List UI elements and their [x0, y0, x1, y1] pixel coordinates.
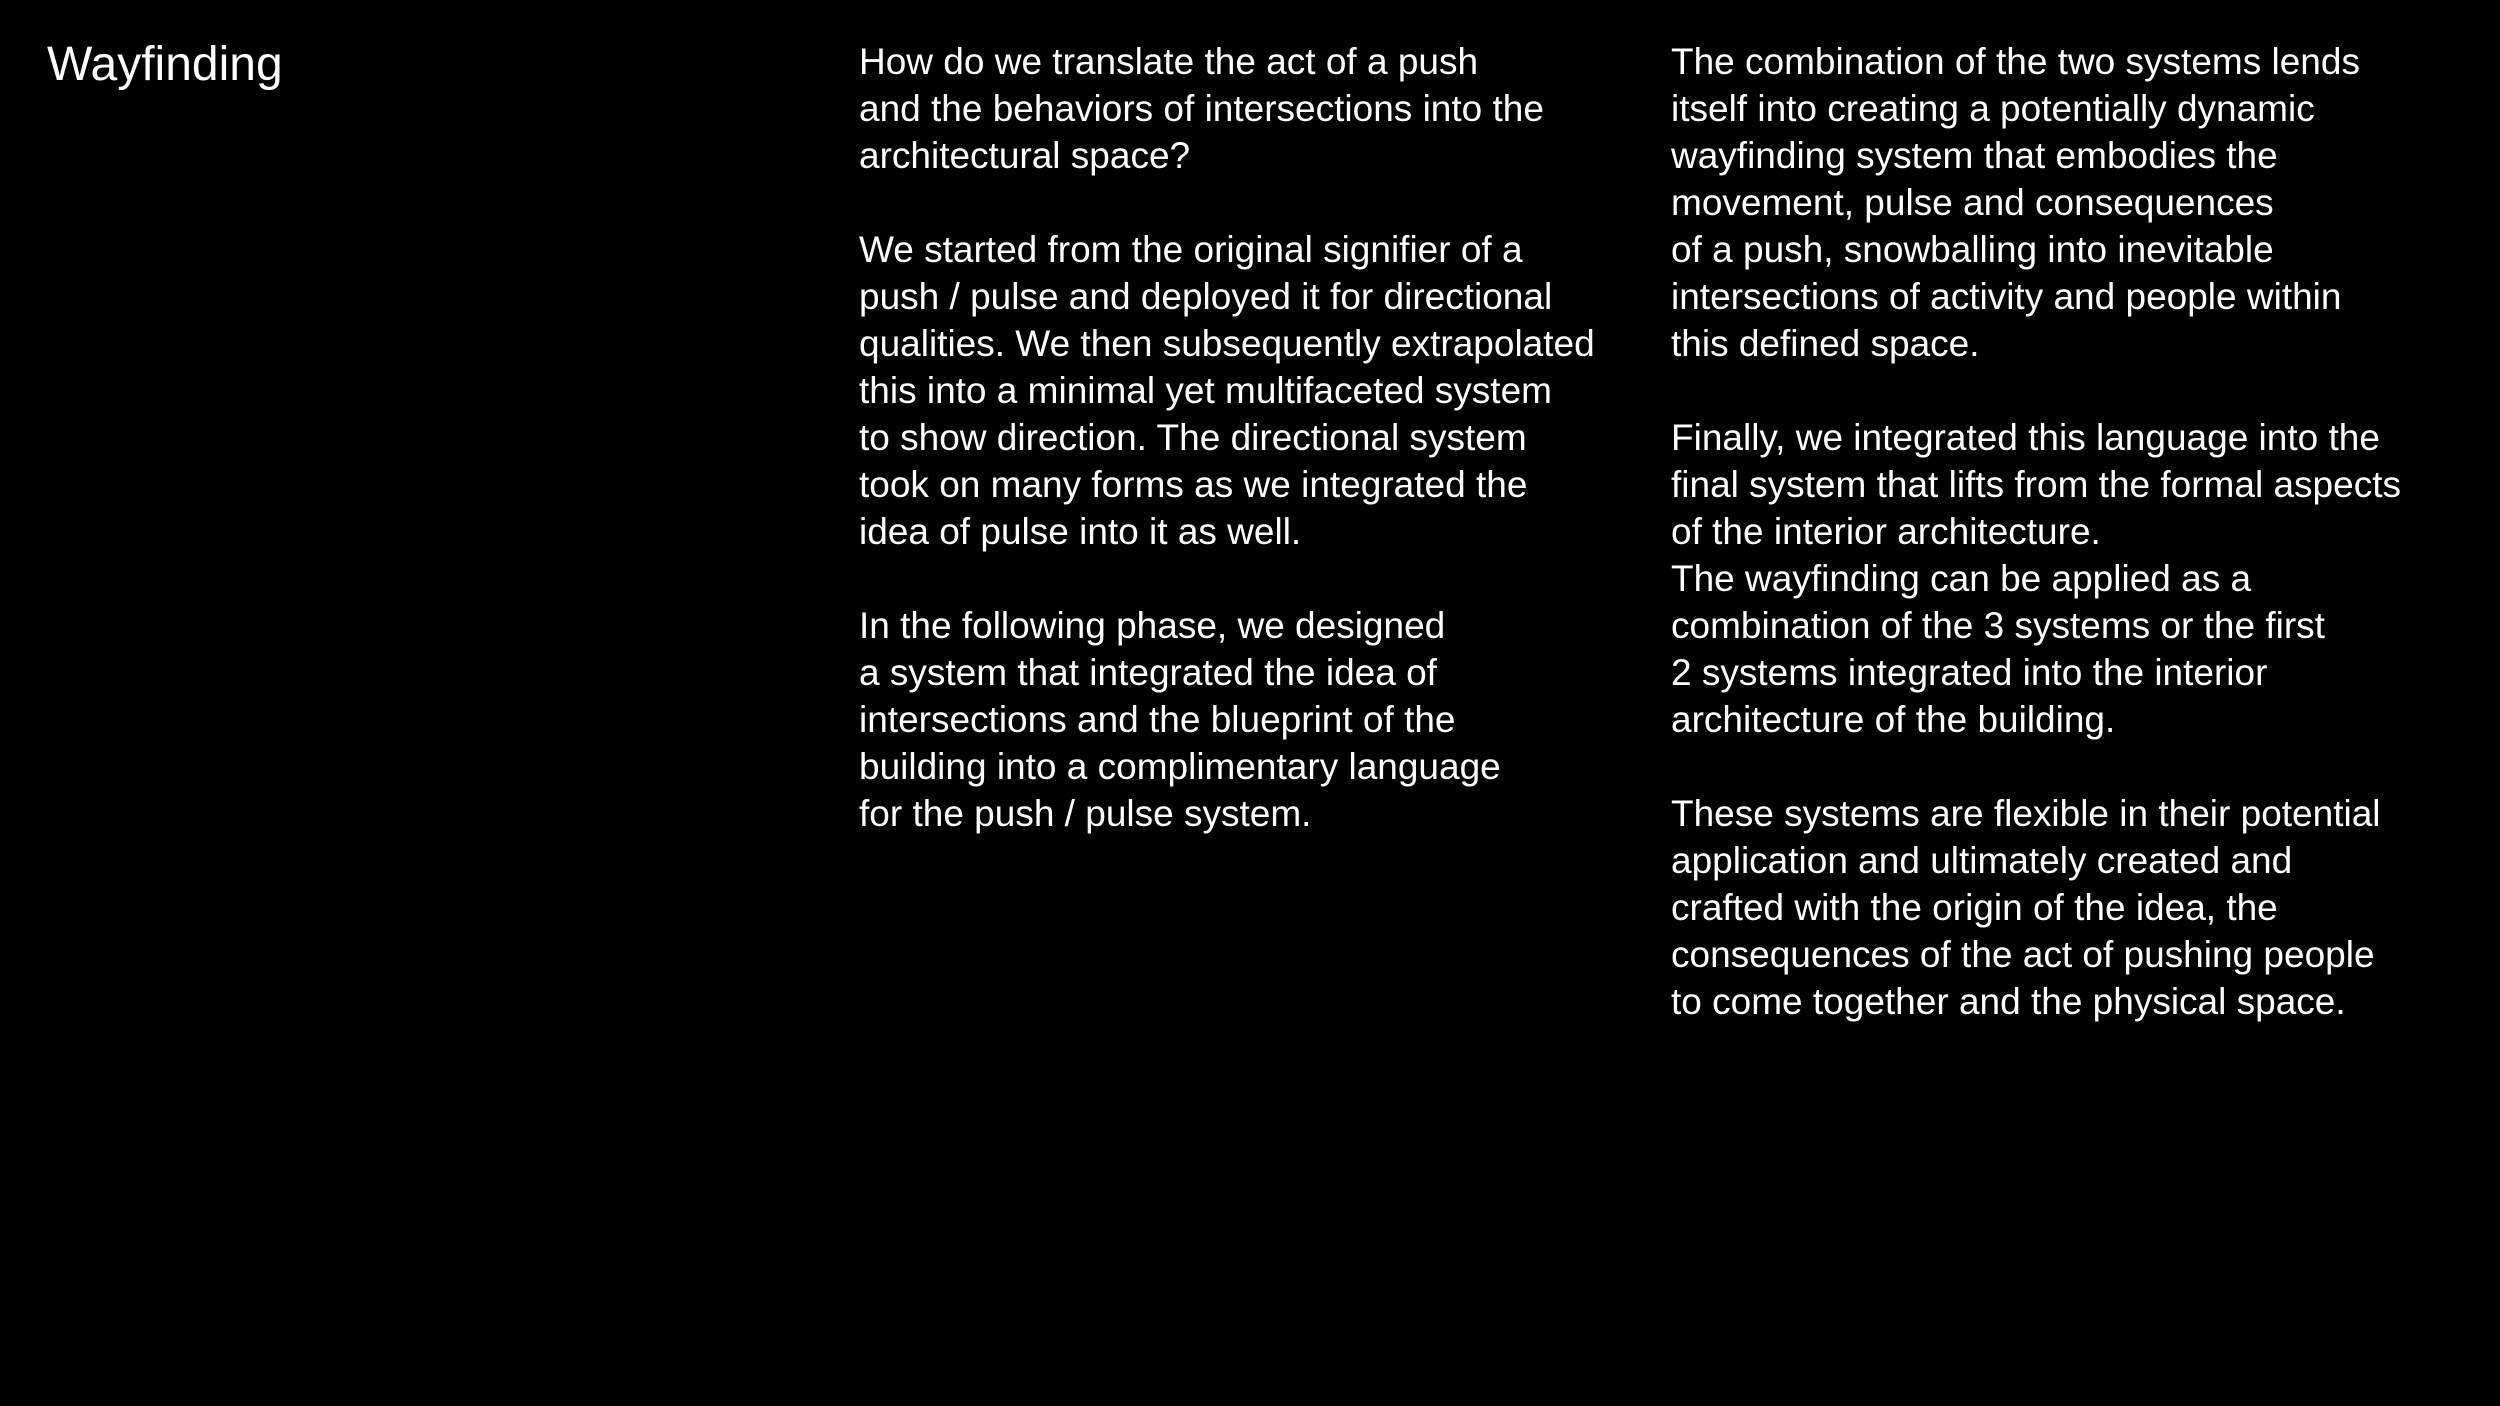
text-line: took on many forms as we integrated the	[859, 464, 1528, 505]
text-line: How do we translate the act of a push	[859, 41, 1479, 82]
text-line: of the interior architecture.	[1671, 511, 2101, 552]
text-line: application and ultimately created and	[1671, 840, 2293, 881]
text-line: a system that integrated the idea of	[859, 652, 1437, 693]
text-line: crafted with the origin of the idea, the	[1671, 887, 2278, 928]
right-text-column	[1671, 38, 2401, 1072]
paragraph-intro-question	[859, 38, 1595, 179]
text-line: final system that lifts from the formal aspects	[1671, 464, 2401, 505]
paragraph-final-system	[1671, 414, 2401, 555]
text-line: qualities. We then subsequently extrapolated	[859, 323, 1595, 364]
paragraph-directional-system	[859, 226, 1595, 555]
text-line: push / pulse and deployed it for directional	[859, 276, 1553, 317]
page-title: Wayfinding	[47, 38, 283, 91]
text-line: to come together and the physical space.	[1671, 981, 2346, 1022]
text-line: to show direction. The directional system	[859, 417, 1527, 458]
text-line: In the following phase, we designed	[859, 605, 1446, 646]
text-line: architectural space?	[859, 135, 1191, 176]
text-line: wayfinding system that embodies the	[1671, 135, 2278, 176]
text-line: for the push / pulse system.	[859, 793, 1312, 834]
text-line: architecture of the building.	[1671, 699, 2116, 740]
text-line: this into a minimal yet multifaceted system	[859, 370, 1552, 411]
text-line: intersections of activity and people within	[1671, 276, 2342, 317]
text-line: itself into creating a potentially dynamic	[1671, 88, 2315, 129]
text-line: movement, pulse and consequences	[1671, 182, 2274, 223]
text-line: building into a complimentary language	[859, 746, 1501, 787]
text-line: 2 systems integrated into the interior	[1671, 652, 2268, 693]
text-line: this defined space.	[1671, 323, 1980, 364]
paragraph-combination	[1671, 38, 2401, 367]
text-line: The wayfinding can be applied as a	[1671, 558, 2252, 599]
text-line: The combination of the two systems lends	[1671, 41, 2360, 82]
text-line: We started from the original signifier of a	[859, 229, 1523, 270]
text-line: combination of the 3 systems or the first	[1671, 605, 2325, 646]
text-line: of a push, snowballing into inevitable	[1671, 229, 2274, 270]
paragraph-application	[1671, 555, 2401, 743]
text-line: idea of pulse into it as well.	[859, 511, 1302, 552]
text-line: These systems are flexible in their potential	[1671, 793, 2381, 834]
middle-text-column	[859, 38, 1595, 884]
text-line: Finally, we integrated this language into the	[1671, 417, 2380, 458]
text-line: intersections and the blueprint of the	[859, 699, 1456, 740]
paragraph-intersections-phase	[859, 602, 1595, 837]
text-line: consequences of the act of pushing people	[1671, 934, 2375, 975]
text-line: and the behaviors of intersections into the	[859, 88, 1544, 129]
paragraph-flexibility	[1671, 790, 2401, 1025]
